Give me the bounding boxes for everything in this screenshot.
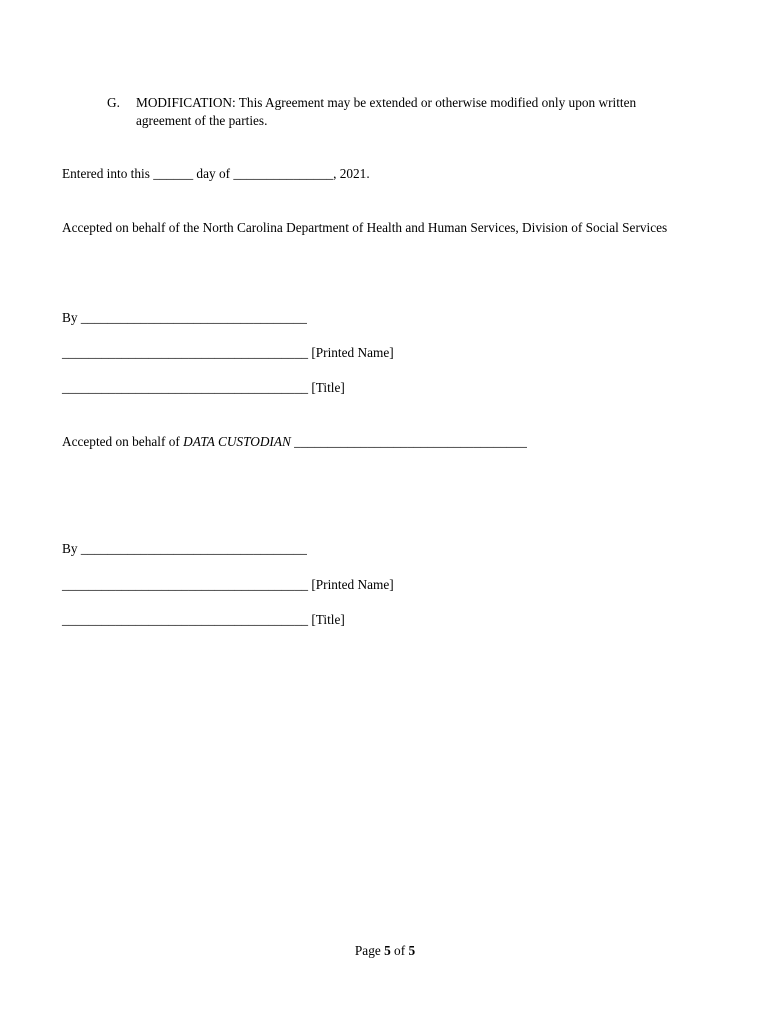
section-g-text: MODIFICATION: This Agreement may be extended or otherwise modified only upon written agreement of the parties. <box>136 95 637 128</box>
signature-2-title-line: _____________________________________ [Title] <box>62 612 345 627</box>
footer-of-label: of <box>390 943 409 958</box>
footer-total-pages: 5 <box>408 943 416 958</box>
entered-into-line: Entered into this ______ day of _______________, 2021. <box>62 166 370 181</box>
signature-2-printed-name-line: _____________________________________ [Printed Name] <box>62 577 394 592</box>
section-g-letter: G. <box>107 95 120 110</box>
signature-1-printed-name-line: _____________________________________ [Printed Name] <box>62 345 394 360</box>
signature-1-by-line: By __________________________________ <box>62 310 307 325</box>
signature-2-by-line: By __________________________________ <box>62 541 307 556</box>
accepted-custodian-line <box>62 433 527 451</box>
accepted-dhhs-paragraph: Accepted on behalf of the North Carolina Department of Health and Human Services, Division of Social Services <box>62 220 668 235</box>
data-custodian-name: DATA CUSTODIAN <box>183 434 291 449</box>
accepted-custodian-prefix: Accepted on behalf of <box>62 434 184 449</box>
accepted-custodian-blank: ___________________________________ <box>290 434 527 449</box>
footer-current-page: 5 <box>384 943 391 958</box>
footer-page-label: Page <box>354 943 385 958</box>
signature-1-title-line: _____________________________________ [Title] <box>62 380 345 395</box>
page-footer <box>0 942 770 960</box>
